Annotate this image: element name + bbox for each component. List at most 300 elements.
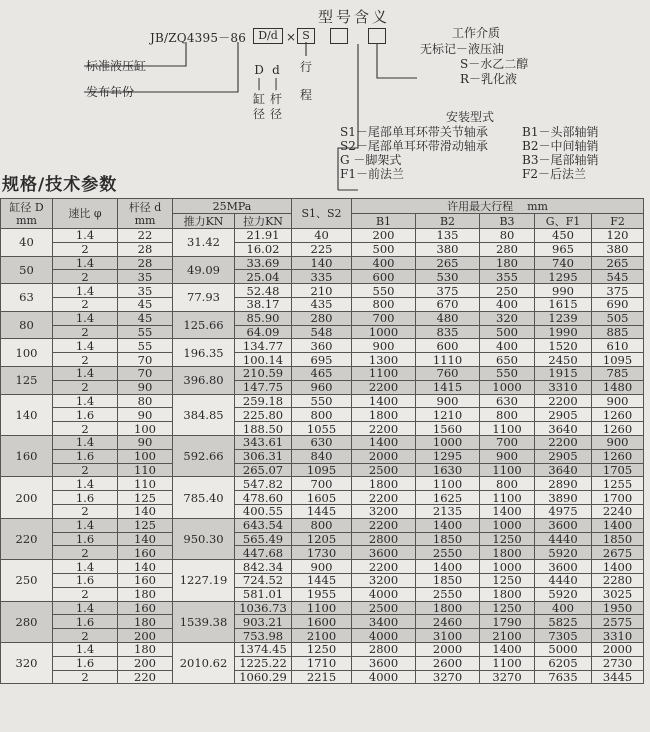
ratio-cell: 1.4 <box>53 435 118 449</box>
rod-cell: 28 <box>118 256 173 270</box>
b2-cell: 2460 <box>416 615 480 629</box>
s1s2-cell: 548 <box>292 325 352 339</box>
ratio-cell: 2 <box>53 546 118 560</box>
gf1-cell: 7635 <box>535 670 592 684</box>
medium-item: 无标记－液压油 <box>420 42 505 56</box>
table-row <box>1 642 644 656</box>
pull-cell: 33.69 <box>235 256 292 270</box>
b3-cell: 1000 <box>480 560 535 574</box>
f2-cell: 380 <box>592 242 644 256</box>
gf1-cell: 3600 <box>535 518 592 532</box>
b3-cell: 1100 <box>480 463 535 477</box>
table-row <box>1 670 644 684</box>
pull-cell: 134.77 <box>235 339 292 353</box>
bore-cell: 63 <box>1 284 53 312</box>
gf1-cell: 7305 <box>535 629 592 643</box>
medium-box <box>368 28 386 44</box>
ratio-cell: 1.4 <box>53 601 118 615</box>
b3-cell: 800 <box>480 477 535 491</box>
table-header <box>1 199 644 229</box>
bore-rod-box-label: D/d <box>258 29 278 42</box>
ratio-cell: 1.4 <box>53 339 118 353</box>
b3-cell: 1790 <box>480 615 535 629</box>
gf1-cell: 5825 <box>535 615 592 629</box>
stroke-char-2: 程 <box>299 88 312 102</box>
gf1-cell: 1990 <box>535 325 592 339</box>
bore-rod-box <box>253 28 283 44</box>
rod-cell: 100 <box>118 449 173 463</box>
rod-char-2: 径 <box>269 107 282 121</box>
b2-cell: 375 <box>416 284 480 298</box>
table-row <box>1 297 644 311</box>
f2-cell: 785 <box>592 366 644 380</box>
mount-item: B2－中间轴销 <box>522 139 599 153</box>
s1s2-cell: 1205 <box>292 532 352 546</box>
s1s2-cell: 1250 <box>292 642 352 656</box>
b3-cell: 2100 <box>480 629 535 643</box>
ratio-cell: 2 <box>53 242 118 256</box>
table-row <box>1 394 644 408</box>
header-pull: 拉力KN <box>235 214 292 229</box>
s1s2-cell: 360 <box>292 339 352 353</box>
b3-cell: 1800 <box>480 587 535 601</box>
pull-cell: 147.75 <box>235 380 292 394</box>
b2-cell: 2550 <box>416 546 480 560</box>
pull-cell: 842.34 <box>235 560 292 574</box>
gf1-cell: 2905 <box>535 449 592 463</box>
s1s2-cell: 700 <box>292 477 352 491</box>
pull-cell: 753.98 <box>235 629 292 643</box>
header-b2: B2 <box>416 214 480 229</box>
header-b3: B3 <box>480 214 535 229</box>
std-cylinder-label: 标准液压缸 <box>86 59 147 73</box>
s1s2-cell: 1445 <box>292 573 352 587</box>
bore-group <box>1 601 644 642</box>
s1s2-cell: 960 <box>292 380 352 394</box>
s1s2-cell: 1710 <box>292 656 352 670</box>
rod-cell: 140 <box>118 504 173 518</box>
pull-cell: 225.80 <box>235 408 292 422</box>
rod-symbol: d <box>272 63 280 77</box>
b2-cell: 530 <box>416 270 480 284</box>
gf1-cell: 6205 <box>535 656 592 670</box>
ratio-cell: 2 <box>53 270 118 284</box>
b1-cell: 550 <box>352 284 416 298</box>
f2-cell: 2000 <box>592 642 644 656</box>
gf1-cell: 2905 <box>535 408 592 422</box>
f2-cell: 900 <box>592 394 644 408</box>
push-cell: 77.93 <box>173 284 235 312</box>
ratio-cell: 1.4 <box>53 284 118 298</box>
b3-cell: 700 <box>480 435 535 449</box>
table-row <box>1 284 644 298</box>
header-f2: F2 <box>592 214 644 229</box>
gf1-cell: 3640 <box>535 463 592 477</box>
header-pressure: 25MPa <box>173 199 292 214</box>
stroke-box <box>297 28 315 44</box>
pull-cell: 478.60 <box>235 491 292 505</box>
push-cell: 49.09 <box>173 256 235 284</box>
f2-cell: 1095 <box>592 353 644 367</box>
s1s2-cell: 1955 <box>292 587 352 601</box>
push-cell: 125.66 <box>173 311 235 339</box>
bore-cell: 250 <box>1 560 53 601</box>
b3-cell: 180 <box>480 256 535 270</box>
s1s2-cell: 465 <box>292 366 352 380</box>
s1s2-cell: 1605 <box>292 491 352 505</box>
times-sign: × <box>286 30 297 44</box>
ratio-cell: 2 <box>53 297 118 311</box>
f2-cell: 885 <box>592 325 644 339</box>
bore-cell: 220 <box>1 518 53 559</box>
b1-cell: 1400 <box>352 435 416 449</box>
b1-cell: 3600 <box>352 656 416 670</box>
table-row <box>1 504 644 518</box>
header-ratio: 速比 φ <box>53 199 118 229</box>
rod-cell: 22 <box>118 229 173 243</box>
b3-cell: 1100 <box>480 656 535 670</box>
b2-cell: 2135 <box>416 504 480 518</box>
pull-cell: 265.07 <box>235 463 292 477</box>
b1-cell: 900 <box>352 339 416 353</box>
ratio-cell: 2 <box>53 504 118 518</box>
table-row <box>1 477 644 491</box>
s1s2-cell: 225 <box>292 242 352 256</box>
b3-cell: 1400 <box>480 504 535 518</box>
rod-cell: 35 <box>118 270 173 284</box>
gf1-cell: 2890 <box>535 477 592 491</box>
b2-cell: 1800 <box>416 601 480 615</box>
f2-cell: 900 <box>592 435 644 449</box>
pull-cell: 306.31 <box>235 449 292 463</box>
b3-cell: 400 <box>480 339 535 353</box>
b1-cell: 4000 <box>352 629 416 643</box>
b2-cell: 1295 <box>416 449 480 463</box>
f2-cell: 1255 <box>592 477 644 491</box>
gf1-cell: 1239 <box>535 311 592 325</box>
header-bore: 缸径 D mm <box>1 199 53 229</box>
ratio-cell: 2 <box>53 670 118 684</box>
b2-cell: 1400 <box>416 518 480 532</box>
ratio-cell: 2 <box>53 463 118 477</box>
b3-cell: 280 <box>480 242 535 256</box>
push-cell: 1539.38 <box>173 601 235 642</box>
section-title: 规格/技术参数 <box>2 175 118 195</box>
b2-cell: 600 <box>416 339 480 353</box>
table-row <box>1 408 644 422</box>
rod-cell: 180 <box>118 587 173 601</box>
table-row <box>1 463 644 477</box>
b3-cell: 650 <box>480 353 535 367</box>
table-row <box>1 270 644 284</box>
bore-cell: 125 <box>1 366 53 394</box>
push-cell: 950.30 <box>173 518 235 559</box>
ratio-cell: 2 <box>53 587 118 601</box>
b1-cell: 600 <box>352 270 416 284</box>
table-row <box>1 339 644 353</box>
ratio-cell: 1.6 <box>53 656 118 670</box>
bore-group <box>1 229 644 257</box>
rod-cell: 200 <box>118 629 173 643</box>
gf1-cell: 1295 <box>535 270 592 284</box>
s1s2-cell: 550 <box>292 394 352 408</box>
mount-type-box <box>330 28 348 44</box>
pull-cell: 188.50 <box>235 422 292 436</box>
f2-cell: 1260 <box>592 422 644 436</box>
bore-group <box>1 339 644 367</box>
pull-cell: 210.59 <box>235 366 292 380</box>
pull-cell: 581.01 <box>235 587 292 601</box>
b1-cell: 1400 <box>352 394 416 408</box>
s1s2-cell: 2100 <box>292 629 352 643</box>
f2-cell: 610 <box>592 339 644 353</box>
b3-cell: 500 <box>480 325 535 339</box>
rod-char-1: 杆 <box>269 92 282 106</box>
b3-cell: 1000 <box>480 518 535 532</box>
medium-item: S－水乙二醇 <box>460 57 529 71</box>
ratio-cell: 1.4 <box>53 394 118 408</box>
gf1-cell: 2200 <box>535 435 592 449</box>
f2-cell: 375 <box>592 284 644 298</box>
table-row <box>1 546 644 560</box>
rod-cell: 110 <box>118 463 173 477</box>
bore-group <box>1 518 644 559</box>
ratio-cell: 1.6 <box>53 615 118 629</box>
rod-cell: 125 <box>118 518 173 532</box>
f2-cell: 1705 <box>592 463 644 477</box>
gf1-cell: 1615 <box>535 297 592 311</box>
table-row <box>1 435 644 449</box>
f2-cell: 2675 <box>592 546 644 560</box>
s1s2-cell: 1600 <box>292 615 352 629</box>
bore-cell: 280 <box>1 601 53 642</box>
s1s2-cell: 2215 <box>292 670 352 684</box>
bore-cell: 50 <box>1 256 53 284</box>
b2-cell: 900 <box>416 394 480 408</box>
s1s2-cell: 1730 <box>292 546 352 560</box>
f2-cell: 1400 <box>592 518 644 532</box>
f2-cell: 3025 <box>592 587 644 601</box>
rod-cell: 180 <box>118 615 173 629</box>
f2-cell: 1260 <box>592 408 644 422</box>
s1s2-cell: 40 <box>292 229 352 243</box>
f2-cell: 505 <box>592 311 644 325</box>
table-row <box>1 560 644 574</box>
f2-cell: 3445 <box>592 670 644 684</box>
bore-group <box>1 477 644 518</box>
f2-cell: 120 <box>592 229 644 243</box>
gf1-cell: 990 <box>535 284 592 298</box>
ratio-cell: 1.4 <box>53 560 118 574</box>
pull-cell: 38.17 <box>235 297 292 311</box>
f2-cell: 2730 <box>592 656 644 670</box>
rod-cell: 125 <box>118 491 173 505</box>
s1s2-cell: 695 <box>292 353 352 367</box>
gf1-cell: 3600 <box>535 560 592 574</box>
header-b1: B1 <box>352 214 416 229</box>
bore-tick: | <box>256 76 262 90</box>
model-meaning-title: 型号含义 <box>318 8 391 26</box>
table-row <box>1 532 644 546</box>
ratio-cell: 2 <box>53 353 118 367</box>
bore-cell: 100 <box>1 339 53 367</box>
bore-group <box>1 435 644 476</box>
ratio-cell: 1.6 <box>53 491 118 505</box>
bore-char-2: 径 <box>252 107 265 121</box>
b1-cell: 4000 <box>352 587 416 601</box>
b2-cell: 265 <box>416 256 480 270</box>
b1-cell: 3600 <box>352 546 416 560</box>
b2-cell: 1210 <box>416 408 480 422</box>
pull-cell: 643.54 <box>235 518 292 532</box>
rod-cell: 90 <box>118 435 173 449</box>
s1s2-cell: 335 <box>292 270 352 284</box>
pull-cell: 1225.22 <box>235 656 292 670</box>
b2-cell: 2000 <box>416 642 480 656</box>
f2-cell: 1260 <box>592 449 644 463</box>
stroke-char-1: 行 <box>299 60 312 74</box>
pull-cell: 52.48 <box>235 284 292 298</box>
gf1-cell: 965 <box>535 242 592 256</box>
bore-group <box>1 642 644 683</box>
b3-cell: 1000 <box>480 380 535 394</box>
b3-cell: 1100 <box>480 422 535 436</box>
b3-cell: 250 <box>480 284 535 298</box>
pull-cell: 547.82 <box>235 477 292 491</box>
pull-cell: 16.02 <box>235 242 292 256</box>
f2-cell: 1400 <box>592 560 644 574</box>
s1s2-cell: 1445 <box>292 504 352 518</box>
b1-cell: 2200 <box>352 518 416 532</box>
header-s1s2: S1、S2 <box>292 199 352 229</box>
pull-cell: 85.90 <box>235 311 292 325</box>
b1-cell: 1800 <box>352 408 416 422</box>
push-cell: 785.40 <box>173 477 235 518</box>
pull-cell: 1060.29 <box>235 670 292 684</box>
mount-item: S1－尾部单耳环带关节轴承 <box>340 125 488 139</box>
b1-cell: 1100 <box>352 366 416 380</box>
b1-cell: 1300 <box>352 353 416 367</box>
b3-cell: 80 <box>480 229 535 243</box>
gf1-cell: 4975 <box>535 504 592 518</box>
f2-cell: 690 <box>592 297 644 311</box>
mount-item: B1－头部轴销 <box>522 125 599 139</box>
bore-cell: 80 <box>1 311 53 339</box>
gf1-cell: 740 <box>535 256 592 270</box>
b2-cell: 1400 <box>416 560 480 574</box>
s1s2-cell: 900 <box>292 560 352 574</box>
b3-cell: 1250 <box>480 532 535 546</box>
rod-cell: 100 <box>118 422 173 436</box>
b2-cell: 1000 <box>416 435 480 449</box>
b1-cell: 800 <box>352 297 416 311</box>
pull-cell: 1036.73 <box>235 601 292 615</box>
pull-cell: 25.04 <box>235 270 292 284</box>
rod-cell: 90 <box>118 380 173 394</box>
b1-cell: 2800 <box>352 642 416 656</box>
gf1-cell: 3310 <box>535 380 592 394</box>
mount-title: 安装型式 <box>446 110 495 124</box>
gf1-cell: 4440 <box>535 532 592 546</box>
rod-cell: 70 <box>118 366 173 380</box>
b2-cell: 2550 <box>416 587 480 601</box>
s1s2-cell: 1100 <box>292 601 352 615</box>
pull-cell: 400.55 <box>235 504 292 518</box>
bore-cell: 40 <box>1 229 53 257</box>
b2-cell: 670 <box>416 297 480 311</box>
b1-cell: 1000 <box>352 325 416 339</box>
b2-cell: 480 <box>416 311 480 325</box>
rod-cell: 45 <box>118 311 173 325</box>
pull-cell: 21.91 <box>235 229 292 243</box>
b2-cell: 1415 <box>416 380 480 394</box>
b2-cell: 1100 <box>416 477 480 491</box>
ratio-cell: 1.4 <box>53 477 118 491</box>
bore-group <box>1 394 644 435</box>
b3-cell: 400 <box>480 297 535 311</box>
pub-year-label: 发布年份 <box>86 85 135 99</box>
s1s2-cell: 210 <box>292 284 352 298</box>
f2-cell: 1850 <box>592 532 644 546</box>
rod-cell: 70 <box>118 353 173 367</box>
b3-cell: 355 <box>480 270 535 284</box>
b3-cell: 320 <box>480 311 535 325</box>
bore-symbol: D <box>254 63 264 77</box>
rod-cell: 180 <box>118 642 173 656</box>
gf1-cell: 4440 <box>535 573 592 587</box>
b1-cell: 2800 <box>352 532 416 546</box>
b3-cell: 3270 <box>480 670 535 684</box>
b1-cell: 2000 <box>352 449 416 463</box>
bore-cell: 140 <box>1 394 53 435</box>
f2-cell: 265 <box>592 256 644 270</box>
ratio-cell: 2 <box>53 422 118 436</box>
pull-cell: 100.14 <box>235 353 292 367</box>
rod-cell: 200 <box>118 656 173 670</box>
b3-cell: 630 <box>480 394 535 408</box>
b1-cell: 700 <box>352 311 416 325</box>
b1-cell: 1800 <box>352 477 416 491</box>
table-row <box>1 242 644 256</box>
b3-cell: 1400 <box>480 642 535 656</box>
rod-cell: 140 <box>118 532 173 546</box>
header-max-stroke: 许用最大行程 mm <box>352 199 644 214</box>
b3-cell: 1800 <box>480 546 535 560</box>
s1s2-cell: 840 <box>292 449 352 463</box>
ratio-cell: 1.4 <box>53 366 118 380</box>
b2-cell: 1630 <box>416 463 480 477</box>
gf1-cell: 2450 <box>535 353 592 367</box>
b1-cell: 3200 <box>352 504 416 518</box>
spec-table <box>0 198 644 684</box>
b1-cell: 3400 <box>352 615 416 629</box>
push-cell: 196.35 <box>173 339 235 367</box>
header-push: 推力KN <box>173 214 235 229</box>
rod-cell: 160 <box>118 573 173 587</box>
mount-item: G －脚架式 <box>340 153 402 167</box>
ratio-cell: 1.4 <box>53 642 118 656</box>
b1-cell: 2200 <box>352 491 416 505</box>
gf1-cell: 1520 <box>535 339 592 353</box>
f2-cell: 3310 <box>592 629 644 643</box>
bore-char-1: 缸 <box>252 92 265 106</box>
push-cell: 1227.19 <box>173 560 235 601</box>
table-row <box>1 573 644 587</box>
medium-item: R－乳化液 <box>460 72 518 86</box>
s1s2-cell: 280 <box>292 311 352 325</box>
mount-item: S2－尾部单耳环带滑动轴承 <box>340 139 488 153</box>
f2-cell: 545 <box>592 270 644 284</box>
